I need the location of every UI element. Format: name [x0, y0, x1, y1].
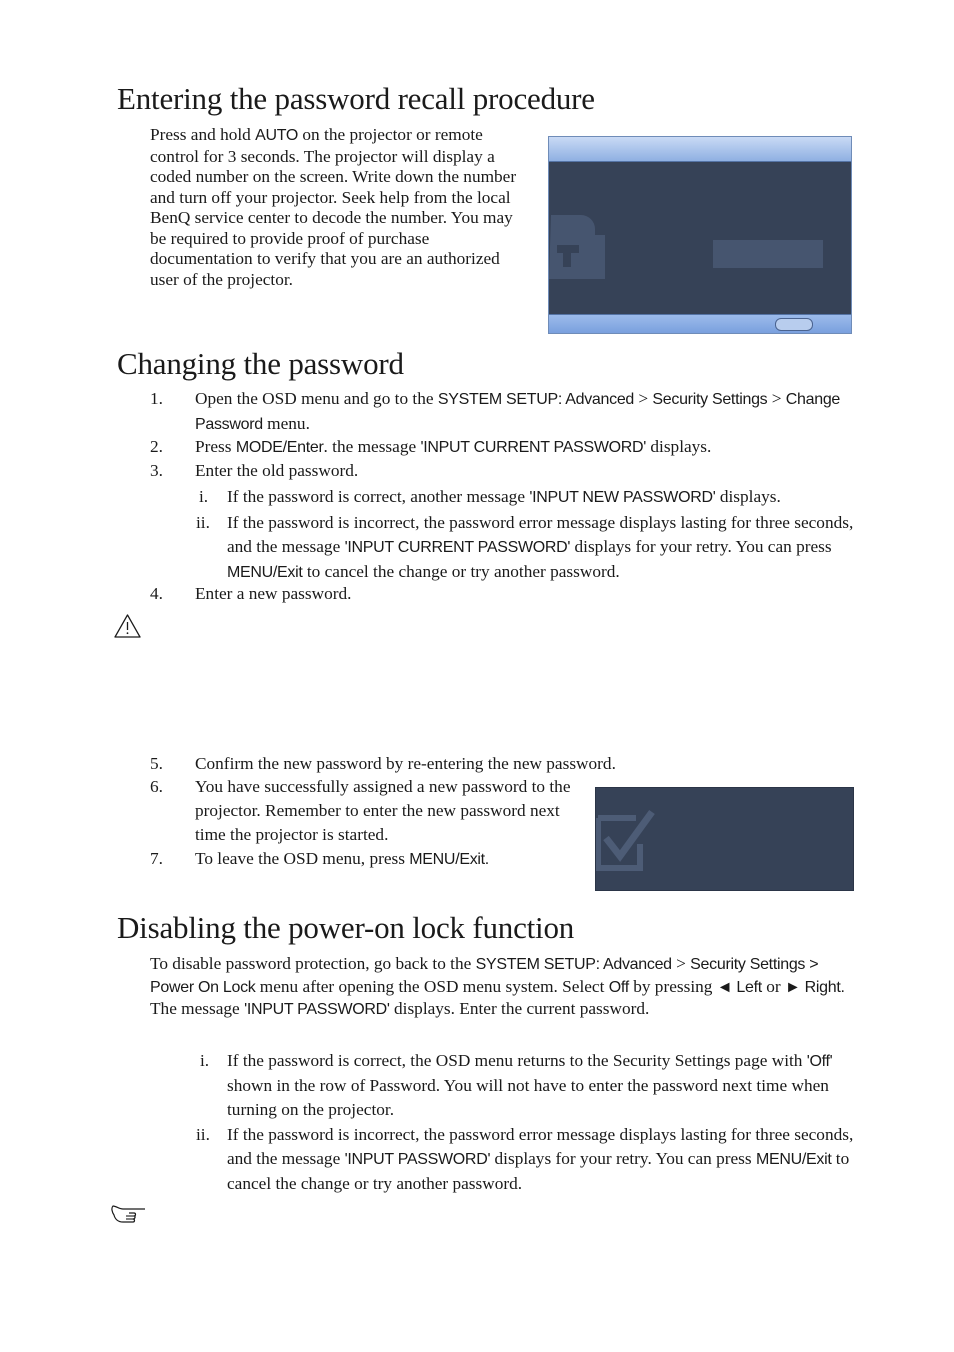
ui-term: Security Settings > Power On Lock	[150, 956, 819, 996]
text-run: Confirm the new password by re-entering the new password.	[195, 754, 616, 773]
text-run: displays.	[715, 487, 781, 506]
text-run: You have successfully assigned a new password to the projector. Remember to enter the new password next time the projector is started.	[195, 777, 571, 844]
step-3-text	[195, 459, 860, 483]
coded-number-screen	[548, 136, 852, 334]
substep-number: i.	[199, 487, 209, 506]
step-6-text	[195, 775, 580, 847]
text-run: >	[767, 389, 786, 408]
ui-term: Security Settings	[652, 391, 768, 408]
ui-term: Off	[608, 978, 629, 996]
text-run: menu.	[262, 414, 310, 433]
ui-term: SYSTEM SETUP: Advanced	[475, 956, 672, 973]
password-success-screen	[595, 787, 854, 891]
substep-ii-text	[227, 1123, 857, 1196]
warning-icon	[113, 613, 142, 639]
text-run: If the password is incorrect, the password error message displays lasting for three seconds, and the message	[227, 513, 854, 556]
ui-term: 'Off'	[806, 1053, 833, 1070]
text-run: . the message	[323, 437, 421, 456]
text-run: The message	[150, 999, 245, 1019]
text-run: or	[761, 976, 785, 996]
text-run: shown in the row of Password. You will not have to enter the password next time when turning on the projector.	[227, 1076, 829, 1119]
text-run: displays.	[646, 437, 712, 456]
text-run: If the password is correct, another message	[227, 487, 530, 506]
ui-term: 'INPUT PASSWORD'	[244, 1001, 390, 1019]
text-run: displays. Enter the current password.	[389, 999, 650, 1019]
text-run: If the password is incorrect, the password error message displays lasting for three seconds, and the message	[227, 1125, 854, 1168]
text-run: menu after opening the OSD menu system. Select	[255, 976, 609, 996]
ui-term: ► Right.	[784, 978, 845, 996]
substep-number: i.	[200, 1051, 210, 1070]
text-run: >	[671, 954, 691, 973]
substep-i-text	[227, 1049, 857, 1122]
ui-term: SYSTEM SETUP: Advanced	[437, 391, 635, 408]
ui-term: MENU/Exit	[755, 1151, 832, 1168]
step-number: 4.	[150, 584, 163, 603]
ui-term: MENU/Exit	[227, 564, 303, 581]
ui-term: AUTO	[255, 127, 299, 144]
ui-term: Change Password	[195, 391, 841, 433]
step-number: 7.	[150, 849, 163, 868]
text-run: Open the OSD menu and go to the	[195, 389, 438, 408]
ui-term: MENU/Exit.	[409, 851, 489, 868]
step-number: 2.	[150, 437, 163, 456]
text-run: To disable password protection, go back to the	[150, 954, 476, 973]
step-1-text	[195, 387, 860, 437]
text-run: To leave the OSD menu, press	[195, 849, 410, 868]
checkbox-check-icon	[596, 808, 660, 874]
ui-term: 'INPUT NEW PASSWORD'	[529, 489, 716, 506]
text-run: Enter a new password.	[195, 584, 352, 603]
step-5-text	[195, 752, 860, 776]
ui-term: MODE/Enter	[235, 439, 324, 456]
step-number: 5.	[150, 754, 163, 773]
ui-term: ◄ Left	[716, 978, 762, 996]
text-run: If the password is correct, the OSD menu returns to the Security Settings page with	[227, 1051, 807, 1070]
step-2-text	[195, 435, 860, 460]
screen-title-bar	[549, 137, 851, 162]
text-run: >	[634, 389, 653, 408]
substep-ii-text	[227, 511, 857, 585]
coded-number-field	[713, 240, 823, 268]
screen-bottom-bar	[549, 314, 851, 333]
pointing-hand-icon	[109, 1203, 147, 1225]
step-number: 1.	[150, 389, 163, 408]
text-run: Press	[195, 437, 236, 456]
text-run: Press and hold	[150, 125, 256, 144]
text-run: to cancel the change or try another password.	[302, 562, 620, 581]
ui-term: 'INPUT CURRENT PASSWORD'	[420, 439, 647, 456]
substep-number: ii.	[196, 1125, 210, 1144]
paragraph-password-recall	[150, 125, 532, 290]
heading-password-recall: Entering the password recall procedure	[117, 81, 595, 116]
substep-i-text	[227, 485, 857, 510]
text-run: on the projector or remote control for 3 seconds. The projector will display a coded number on the screen. Write down the number and turn off your projector. Seek help from the local BenQ service center to decode the number. You may be required to provide proof of purchase documentation to verify that you are an authorized user of the projector.	[150, 125, 517, 289]
text-run: displays for your retry. You can press	[570, 537, 832, 556]
step-number: 6.	[150, 777, 163, 796]
step-7-text	[195, 847, 580, 872]
ui-term: 'INPUT PASSWORD'	[344, 1151, 491, 1168]
paragraph-disabling-power-on-lock	[150, 953, 862, 1021]
heading-changing-password: Changing the password	[117, 346, 404, 381]
heading-disabling-power-on-lock: Disabling the power-on lock function	[117, 910, 575, 945]
step-4-text	[195, 582, 860, 606]
text-run: to cancel the change or try another password.	[227, 1149, 850, 1193]
ui-term: 'INPUT CURRENT PASSWORD'	[344, 539, 571, 556]
text-run: by pressing	[628, 976, 717, 996]
step-number: 3.	[150, 461, 163, 480]
lock-icon	[549, 197, 613, 283]
text-run: displays for your retry. You can press	[490, 1149, 756, 1168]
text-run: Enter the old password.	[195, 461, 359, 480]
substep-number: ii.	[196, 513, 210, 532]
screen-button	[775, 318, 813, 331]
